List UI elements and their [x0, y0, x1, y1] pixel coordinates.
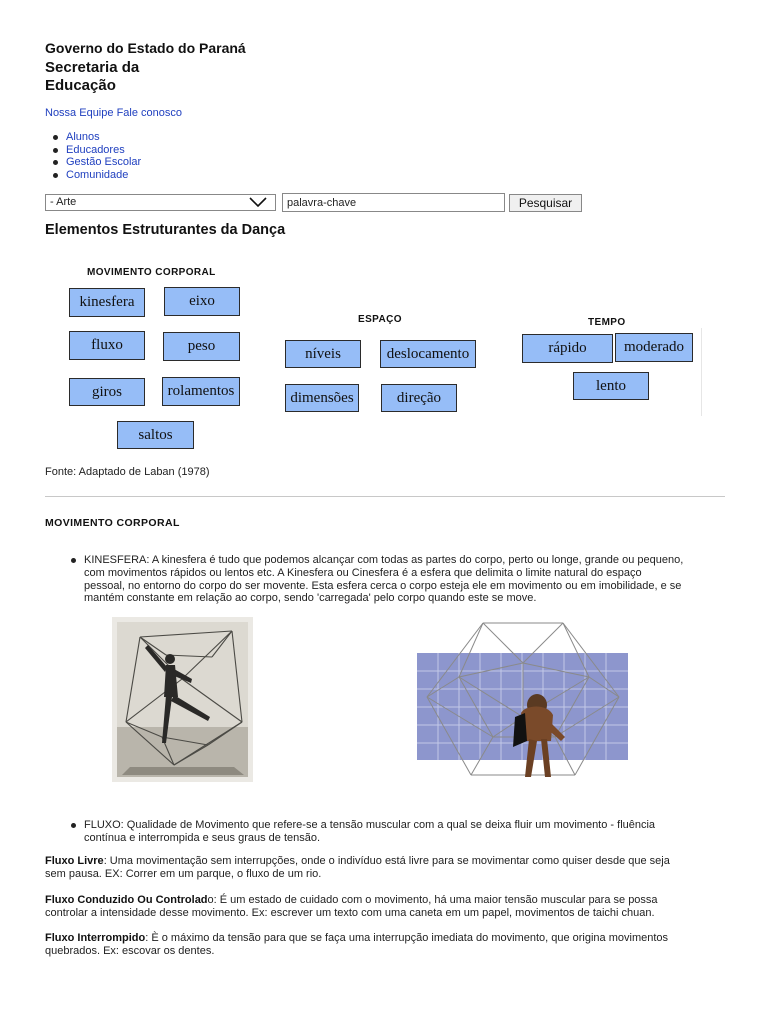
search-input[interactable] [282, 193, 505, 212]
fluxo-conduzido-term: Fluxo Conduzido Ou Controlad [45, 894, 208, 906]
diagram-box-niveis: níveis [285, 340, 361, 368]
diagram-box-direcao: direção [381, 384, 457, 412]
fluxo-interrompido-line1 [45, 932, 725, 945]
fluxo-livre-text: : Uma movimentação sem interrupções, onde o indivíduo está livre para se movimentar como quiser desde que seja [103, 855, 670, 867]
page-title: Elementos Estruturantes da Dança [45, 222, 286, 238]
fluxo-interrompido-line2: quebrados. Ex: escovar os dentes. [45, 944, 215, 957]
kinesfera-paragraph [84, 554, 734, 605]
fluxo-livre-term: Fluxo Livre [45, 855, 104, 867]
diagram-box-peso: peso [163, 332, 240, 361]
nav-link-gestao[interactable]: Gestão Escolar [66, 156, 142, 169]
diagram-heading-movimento: MOVIMENTO CORPORAL [87, 267, 216, 278]
diagram-box-lento: lento [573, 372, 649, 400]
diagram-box-kinesfera: kinesfera [69, 288, 145, 317]
diagram-box-deslocamento: deslocamento [380, 340, 476, 368]
top-links [45, 107, 182, 119]
fluxo-interrompido-paragraph [45, 932, 725, 958]
secretary-title-line1: Secretaria da [45, 59, 140, 76]
nav-link-comunidade[interactable]: Comunidade [66, 168, 129, 181]
fluxo-interrompido-term: Fluxo Interrompido [45, 932, 146, 944]
main-nav [66, 131, 141, 181]
diagram-box-rolamentos: rolamentos [162, 377, 240, 406]
fluxo-livre-paragraph [45, 855, 725, 881]
nav-link-alunos[interactable]: Alunos [66, 131, 100, 143]
section-title: MOVIMENTO CORPORAL [45, 517, 180, 529]
fluxo-line: contínua e interrompida e seus graus de tensão. [84, 831, 321, 844]
kinesfera-line: KINESFERA: A kinesfera é tudo que podemos alcançar com todas as partes do corpo, perto ou longe, grande ou pequeno, [84, 554, 684, 566]
fluxo-interrompido-text: : È o máximo da tensão para que se faça uma interrupção imediata do movimento, que origina movimentos [145, 932, 669, 944]
kinesfera-line: mantém constante em relação ao corpo, sendo 'carregada' pelo corpo quando este se move. [84, 592, 537, 605]
secretary-title [45, 59, 139, 95]
section-divider [45, 496, 725, 497]
fluxo-conduzido-paragraph [45, 894, 725, 920]
nav-link-educadores[interactable]: Educadores [66, 143, 125, 156]
chevron-down-icon [249, 197, 267, 207]
dancer-kinesphere-photo [112, 617, 253, 782]
secretary-title-line2: Educação [45, 77, 116, 94]
fluxo-conduzido-text: o: É um estado de cuidado com o movimento, há uma maior tensão muscular para se possa [207, 894, 658, 906]
category-select[interactable] [45, 194, 276, 211]
diagram-box-eixo: eixo [164, 287, 240, 316]
contact-link[interactable]: Fale conosco [116, 107, 182, 119]
figure-icosahedron-grid-image [413, 617, 631, 782]
diagram-box-dimensoes: dimensões [285, 384, 359, 412]
fluxo-livre-line2: sem pausa. EX: Correr em um parque, o fluxo de um rio. [45, 867, 322, 880]
diagram-box-giros: giros [69, 378, 145, 406]
government-title: Governo do Estado do Paraná [45, 40, 246, 56]
category-select-value: - Arte [50, 196, 77, 208]
kinesfera-line: pessoal, no entorno do corpo do ser movente. Esta esfera cerca o corpo esteja ele em movimento ou em imobilidade, e se [84, 579, 682, 592]
fluxo-conduzido-line1 [45, 894, 725, 907]
diagram-box-fluxo: fluxo [69, 331, 145, 360]
kinesfera-line: com movimentos rápidos ou lentos etc. A Kinesfera ou Cinesfera é a esfera que delimita o limite natural do espaço [84, 566, 642, 579]
fluxo-line: FLUXO: Qualidade de Movimento que refere-se a tensão muscular com a qual se deixa fluir um movimento - fluência [84, 819, 656, 831]
diagram-edge-line [701, 328, 702, 416]
diagram-box-saltos: saltos [117, 421, 194, 449]
diagram-heading-espaco: ESPAÇO [358, 314, 402, 325]
fluxo-livre-line1 [45, 855, 725, 868]
fluxo-conduzido-line2: controlar a intensidade desse movimento. Ex: escrever um texto com uma caneta em um papel, movimentos de taichi chuan. [45, 906, 655, 919]
fluxo-paragraph [84, 819, 734, 845]
source-caption: Fonte: Adaptado de Laban (1978) [45, 466, 210, 478]
search-button[interactable]: Pesquisar [509, 194, 582, 212]
nav-item-alunos [66, 131, 141, 144]
diagram-heading-tempo: TEMPO [588, 317, 626, 328]
diagram-box-rapido: rápido [522, 334, 613, 363]
nav-item-gestao [66, 156, 141, 169]
team-link[interactable]: Nossa Equipe [45, 107, 114, 119]
diagram-box-moderado: moderado [615, 333, 693, 362]
nav-item-comunidade [66, 169, 141, 182]
nav-item-educadores [66, 144, 141, 157]
